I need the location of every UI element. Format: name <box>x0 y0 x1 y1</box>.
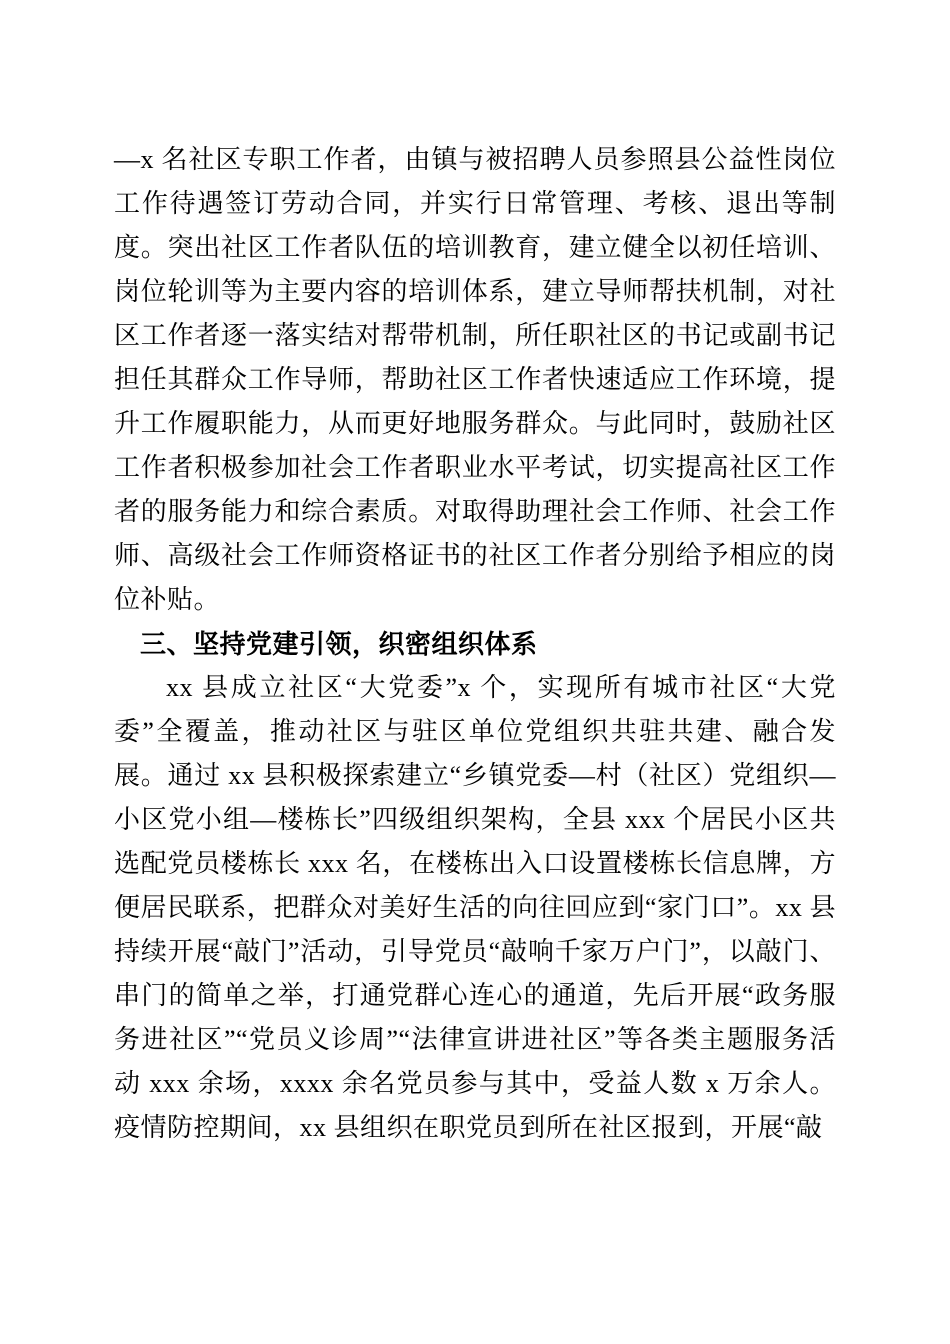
paragraph-party-building: xx 县成立社区“大党委”x 个，实现所有城市社区“大党委”全覆盖，推动社区与驻区单位党组织共驻共建、融合发展。通过 xx 县积极探索建立“乡镇党委—村（社区）党组织—小区党小组—楼栋长”四级组织架构，全县 xxx 个居民小区共选配党员楼栋长 xxx 名，在楼栋出入口设置楼栋长信息牌，方便居民联系，把群众对美好生活的向往回应到“家门口”。xx 县持续开展“敲门”活动，引导党员“敲响千家万户门”，以敲门、串门的简单之举，打通党群心连心的通道，先后开展“政务服务进社区”“党员义诊周”“法律宣讲进社区”等各类主题服务活动 xxx 余场，xxxx 余名党员参与其中，受益人数 x 万余人。疫情防控期间，xx 县组织在职党员到所在社区报到，开展“敲 <box>114 673 836 1142</box>
paragraph-continuation: —x 名社区专职工作者，由镇与被招聘人员参照县公益性岗位工作待遇签订劳动合同，并实行日常管理、考核、退出等制度。突出社区工作者队伍的培训教育，建立健全以初任培训、岗位轮训等为主要内容的培训体系，建立导师帮扶机制，对社区工作者逐一落实结对帮带机制，所任职社区的书记或副书记担任其群众工作导师，帮助社区工作者快速适应工作环境，提升工作履职能力，从而更好地服务群众。与此同时，鼓励社区工作者积极参加社会工作者职业水平考试，切实提高社区工作者的服务能力和综合素质。对取得助理社会工作师、社会工作师、高级社会工作师资格证书的社区工作者分别给予相应的岗位补贴。 <box>114 145 836 614</box>
section-heading: 三、坚持党建引领，织密组织体系 <box>140 629 538 659</box>
